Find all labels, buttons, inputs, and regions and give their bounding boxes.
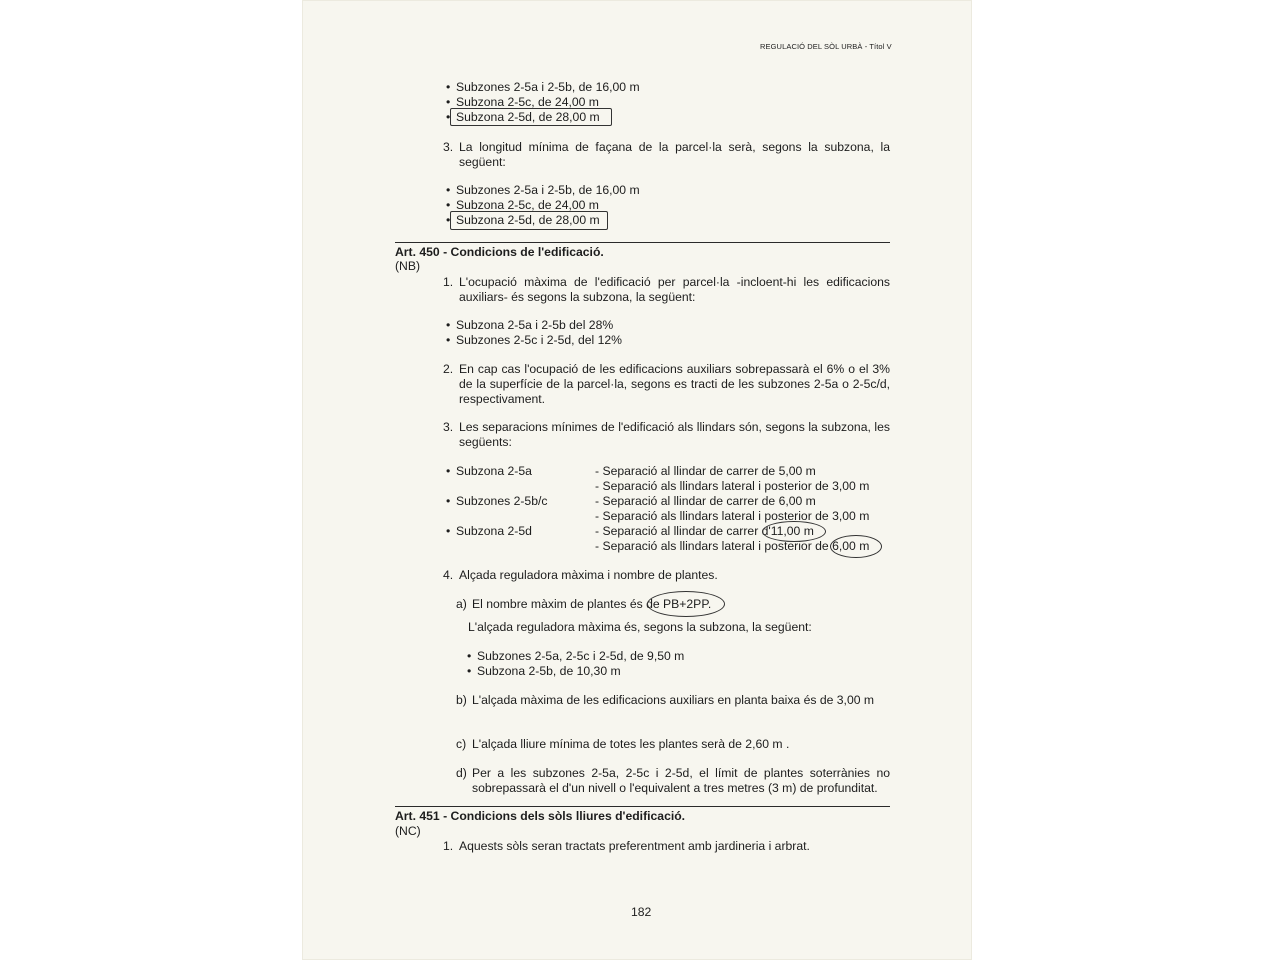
paragraph: Alçada reguladora màxima i nombre de plantes. — [459, 568, 718, 582]
list-item: • Subzona 2-5d, de 28,00 m — [456, 110, 600, 125]
document-page — [302, 0, 972, 960]
separation-line: - Separació als llindars lateral i posterior de 3,00 m — [595, 509, 870, 523]
list-item: • Subzona 2-5c, de 24,00 m — [456, 95, 599, 110]
separation-line: - Separació al llindar de carrer d'11,00 m — [595, 524, 814, 538]
separation-line: - Separació al llindar de carrer de 6,00 m — [595, 494, 816, 508]
paragraph: L'alçada màxima de les edificacions auxiliars en planta baixa és de 3,00 m — [472, 693, 875, 707]
separation-zone: • Subzona 2-5d — [456, 524, 532, 539]
sub-item-label: b) — [456, 693, 467, 707]
item-number: 3. — [443, 140, 454, 154]
list-item: • Subzones 2-5c i 2-5d, del 12% — [456, 333, 622, 348]
separation-line: - Separació als llindars lateral i posterior de 3,00 m — [595, 479, 870, 493]
list-item: • Subzona 2-5c, de 24,00 m — [456, 198, 599, 213]
list-item: • Subzones 2-5a i 2-5b, de 16,00 m — [456, 80, 640, 95]
item-number: 1. — [443, 275, 454, 289]
paragraph: L'alçada lliure mínima de totes les plantes serà de 2,60 m . — [472, 737, 790, 751]
list-item: • Subzones 2-5a, 2-5c i 2-5d, de 9,50 m — [477, 649, 684, 664]
running-header: REGULACIÓ DEL SÒL URBÀ - Títol V — [760, 42, 892, 51]
item-number: 1. — [443, 839, 454, 853]
list-item: • Subzona 2-5b, de 10,30 m — [477, 664, 621, 679]
paragraph: En cap cas l'ocupació de les edificacions auxiliars sobrepassarà el 6% o el 3% de la superfície de la parcel·la, segons es tracti de les subzones 2-5a o 2-5c/d, respectivament. — [459, 362, 890, 406]
separation-zone: • Subzones 2-5b/c — [456, 494, 547, 509]
article-code: (NC) — [395, 824, 421, 838]
list-item: • Subzones 2-5a i 2-5b, de 16,00 m — [456, 183, 640, 198]
paragraph: Per a les subzones 2-5a, 2-5c i 2-5d, el límit de plantes soterrànies no sobrepassarà el d'un nivell o l'equivalent a tres metres (3 m) de profunditat. — [472, 766, 890, 795]
paragraph: El nombre màxim de plantes és de PB+2PP. — [472, 597, 712, 611]
separation-line: - Separació al llindar de carrer de 5,00 m — [595, 464, 816, 478]
paragraph: Les separacions mínimes de l'edificació als llindars són, segons la subzona, les següents: — [459, 420, 890, 449]
section-divider — [395, 242, 890, 243]
paragraph: Aquests sòls seran tractats preferentment amb jardineria i arbrat. — [459, 839, 810, 853]
item-number: 3. — [443, 420, 454, 434]
article-code: (NB) — [395, 259, 421, 273]
item-number: 2. — [443, 362, 454, 376]
paragraph: L'alçada reguladora màxima és, segons la subzona, la següent: — [468, 620, 812, 634]
article-title: Art. 450 - Condicions de l'edificació. — [395, 245, 604, 259]
section-divider — [395, 806, 890, 807]
separation-line: - Separació als llindars lateral i posterior de 6,00 m — [595, 539, 870, 553]
sub-item-label: a) — [456, 597, 467, 611]
page-number: 182 — [631, 905, 652, 919]
list-item: • Subzona 2-5a i 2-5b del 28% — [456, 318, 613, 333]
item-number: 4. — [443, 568, 454, 582]
separation-zone: • Subzona 2-5a — [456, 464, 532, 479]
sub-item-label: c) — [456, 737, 467, 751]
article-title: Art. 451 - Condicions dels sòls lliures d'edificació. — [395, 809, 686, 823]
list-item: • Subzona 2-5d, de 28,00 m — [456, 213, 600, 228]
sub-item-label: d) — [456, 766, 467, 780]
paragraph: La longitud mínima de façana de la parcel·la serà, segons la subzona, la següent: — [459, 140, 890, 169]
paragraph: L'ocupació màxima de l'edificació per parcel·la -incloent-hi les edificacions auxiliars- és segons la subzona, la següent: — [459, 275, 890, 304]
